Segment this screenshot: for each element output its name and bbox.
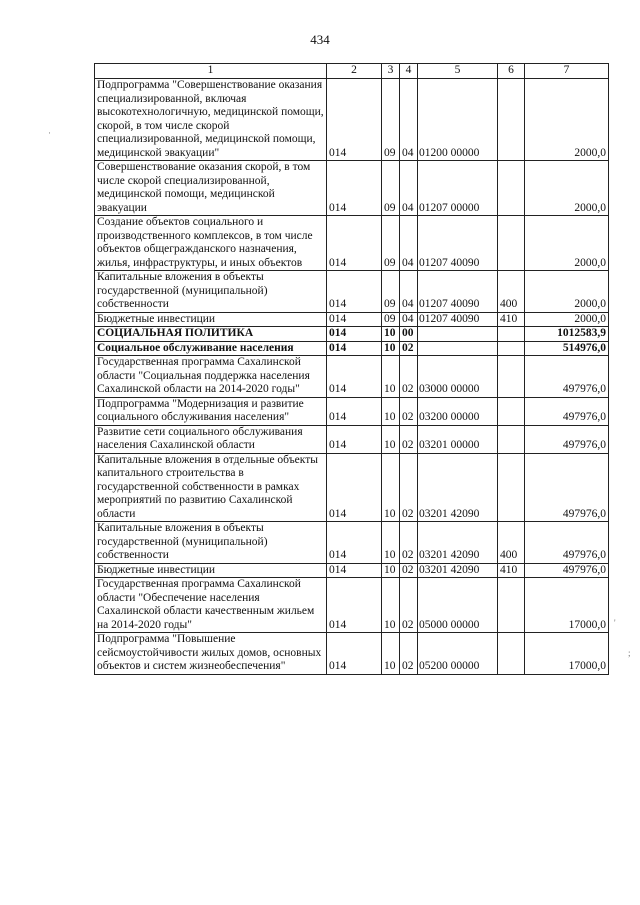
row-name-cell: Социальное обслуживание населения [95, 341, 327, 356]
ministry-code-cell: 014 [327, 216, 382, 271]
target-article-cell: 03201 00000 [418, 425, 498, 453]
target-article-cell: 05200 00000 [418, 633, 498, 675]
amount-cell: 2000,0 [525, 312, 609, 327]
section-code-cell: 10 [382, 453, 400, 522]
expense-type-cell [498, 327, 525, 342]
target-article-cell: 03000 00000 [418, 356, 498, 398]
target-article-cell [418, 341, 498, 356]
ministry-code-cell: 014 [327, 578, 382, 633]
subsection-code-cell: 04 [400, 216, 418, 271]
section-code-cell: 10 [382, 327, 400, 342]
section-code-cell: 10 [382, 522, 400, 564]
amount-cell: 497976,0 [525, 356, 609, 398]
table-row [95, 522, 609, 564]
expense-type-cell [498, 633, 525, 675]
subsection-code-cell: 04 [400, 79, 418, 161]
column-header: 4 [400, 64, 418, 79]
amount-cell: 2000,0 [525, 161, 609, 216]
target-article-cell: 05000 00000 [418, 578, 498, 633]
amount-cell: 2000,0 [525, 271, 609, 313]
section-code-cell: 09 [382, 161, 400, 216]
margin-mark: ; [628, 648, 631, 658]
target-article-cell: 01207 40090 [418, 271, 498, 313]
subsection-code-cell: 02 [400, 397, 418, 425]
amount-cell: 497976,0 [525, 397, 609, 425]
row-name-cell: СОЦИАЛЬНАЯ ПОЛИТИКА [95, 327, 327, 342]
row-name-cell: Подпрограмма "Совершенствование оказания специализированной, включая высокотехнологичную, медицинской помощи, скорой, в том числе скорой специализированной, медицинской помощи, медицинской эвакуации" [95, 79, 327, 161]
ministry-code-cell: 014 [327, 397, 382, 425]
expense-type-cell: 410 [498, 312, 525, 327]
table-row [95, 563, 609, 578]
column-header: 5 [418, 64, 498, 79]
ministry-code-cell: 014 [327, 563, 382, 578]
table-row [95, 327, 609, 342]
row-name-cell: Бюджетные инвестиции [95, 563, 327, 578]
amount-cell: 17000,0 [525, 578, 609, 633]
row-name-cell: Бюджетные инвестиции [95, 312, 327, 327]
expense-type-cell: 400 [498, 271, 525, 313]
expense-type-cell [498, 425, 525, 453]
ministry-code-cell: 014 [327, 161, 382, 216]
section-code-cell: 09 [382, 312, 400, 327]
target-article-cell: 03201 42090 [418, 563, 498, 578]
target-article-cell [418, 327, 498, 342]
row-name-cell: Государственная программа Сахалинской области "Социальная поддержка населения Сахалинской области на 2014-2020 годы" [95, 356, 327, 398]
expense-type-cell: 410 [498, 563, 525, 578]
row-name-cell: Подпрограмма "Повышение сейсмоустойчивости жилых домов, основных объектов и систем жизнеобеспечения" [95, 633, 327, 675]
row-name-cell: Подпрограмма "Модернизация и развитие социального обслуживания населения" [95, 397, 327, 425]
subsection-code-cell: 04 [400, 161, 418, 216]
target-article-cell: 01207 40090 [418, 312, 498, 327]
table-row [95, 453, 609, 522]
target-article-cell: 01207 40090 [418, 216, 498, 271]
table-row [95, 633, 609, 675]
target-article-cell: 03201 42090 [418, 522, 498, 564]
expense-type-cell [498, 79, 525, 161]
expense-type-cell [498, 397, 525, 425]
section-code-cell: 10 [382, 578, 400, 633]
column-number-row [95, 64, 609, 79]
section-code-cell: 10 [382, 341, 400, 356]
target-article-cell: 03201 42090 [418, 453, 498, 522]
ministry-code-cell: 014 [327, 633, 382, 675]
expense-type-cell: 400 [498, 522, 525, 564]
ministry-code-cell: 014 [327, 327, 382, 342]
row-name-cell: Развитие сети социального обслуживания населения Сахалинской области [95, 425, 327, 453]
amount-cell: 497976,0 [525, 522, 609, 564]
expense-type-cell [498, 356, 525, 398]
amount-cell: 497976,0 [525, 425, 609, 453]
amount-cell: 1012583,9 [525, 327, 609, 342]
ministry-code-cell: 014 [327, 341, 382, 356]
row-name-cell: Капитальные вложения в отдельные объекты капитального строительства в государственной собственности в рамках мероприятий по развитию Сахалинской области [95, 453, 327, 522]
table-row [95, 79, 609, 161]
column-header: 3 [382, 64, 400, 79]
ministry-code-cell: 014 [327, 356, 382, 398]
subsection-code-cell: 04 [400, 271, 418, 313]
subsection-code-cell: 02 [400, 341, 418, 356]
ministry-code-cell: 014 [327, 522, 382, 564]
target-article-cell: 03200 00000 [418, 397, 498, 425]
table-row [95, 341, 609, 356]
table-row [95, 397, 609, 425]
expense-type-cell [498, 341, 525, 356]
subsection-code-cell: 02 [400, 453, 418, 522]
expense-type-cell [498, 216, 525, 271]
budget-table-body [95, 79, 609, 675]
section-code-cell: 10 [382, 356, 400, 398]
amount-cell: 2000,0 [525, 79, 609, 161]
page-number: 434 [310, 32, 330, 47]
ministry-code-cell: 014 [327, 271, 382, 313]
table-row [95, 312, 609, 327]
subsection-code-cell: 02 [400, 633, 418, 675]
table-row [95, 271, 609, 313]
column-header: 2 [327, 64, 382, 79]
ministry-code-cell: 014 [327, 79, 382, 161]
section-code-cell: 10 [382, 425, 400, 453]
amount-cell: 2000,0 [525, 216, 609, 271]
column-header: 7 [525, 64, 609, 79]
margin-mark: ' [614, 618, 616, 628]
ministry-code-cell: 014 [327, 425, 382, 453]
row-name-cell: Совершенствование оказания скорой, в том числе скорой специализированной, медицинской помощи, медицинской эвакуации [95, 161, 327, 216]
subsection-code-cell: 02 [400, 563, 418, 578]
budget-table [94, 63, 609, 675]
expense-type-cell [498, 161, 525, 216]
subsection-code-cell: 04 [400, 312, 418, 327]
margin-mark: · [48, 128, 51, 138]
expense-type-cell [498, 453, 525, 522]
target-article-cell: 01200 00000 [418, 79, 498, 161]
row-name-cell: Капитальные вложения в объекты государственной (муниципальной) собственности [95, 522, 327, 564]
amount-cell: 497976,0 [525, 563, 609, 578]
column-header: 6 [498, 64, 525, 79]
row-name-cell: Государственная программа Сахалинской области "Обеспечение населения Сахалинской области качественным жильем на 2014-2020 годы" [95, 578, 327, 633]
table-row [95, 425, 609, 453]
subsection-code-cell: 02 [400, 522, 418, 564]
column-header: 1 [95, 64, 327, 79]
table-row [95, 578, 609, 633]
table-row [95, 216, 609, 271]
expense-type-cell [498, 578, 525, 633]
row-name-cell: Создание объектов социального и производственного комплексов, в том числе объектов общегражданского назначения, жилья, инфраструктуры, и иных объектов [95, 216, 327, 271]
section-code-cell: 10 [382, 397, 400, 425]
section-code-cell: 09 [382, 79, 400, 161]
subsection-code-cell: 00 [400, 327, 418, 342]
ministry-code-cell: 014 [327, 312, 382, 327]
amount-cell: 514976,0 [525, 341, 609, 356]
section-code-cell: 09 [382, 216, 400, 271]
section-code-cell: 10 [382, 563, 400, 578]
amount-cell: 17000,0 [525, 633, 609, 675]
table-row [95, 161, 609, 216]
row-name-cell: Капитальные вложения в объекты государственной (муниципальной) собственности [95, 271, 327, 313]
subsection-code-cell: 02 [400, 425, 418, 453]
table-row [95, 356, 609, 398]
amount-cell: 497976,0 [525, 453, 609, 522]
subsection-code-cell: 02 [400, 356, 418, 398]
section-code-cell: 10 [382, 633, 400, 675]
subsection-code-cell: 02 [400, 578, 418, 633]
target-article-cell: 01207 00000 [418, 161, 498, 216]
section-code-cell: 09 [382, 271, 400, 313]
ministry-code-cell: 014 [327, 453, 382, 522]
